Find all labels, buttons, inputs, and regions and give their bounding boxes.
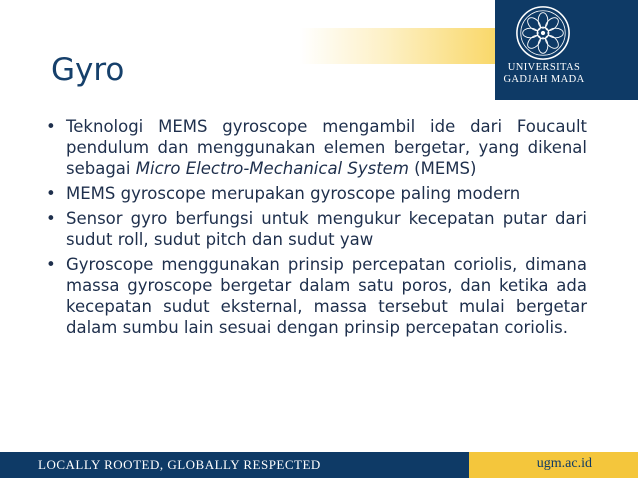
bullet-item <box>46 183 587 204</box>
bullet-text: Teknologi MEMS gyroscope mengambil ide dari Foucault pendulum dan menggunakan elemen bergetar, yang dikenal sebagai <box>66 117 587 178</box>
footer-tagline: LOCALLY ROOTED, GLOBALLY RESPECTED <box>38 457 321 472</box>
footer-left-panel <box>0 452 469 478</box>
footer-right-panel <box>469 452 638 478</box>
bullet-list <box>46 116 587 342</box>
bullet-dot: • <box>46 184 56 203</box>
bullet-text: Sensor gyro berfungsi untuk mengukur kecepatan putar dari sudut roll, sudut pitch dan sudut yaw <box>66 209 587 249</box>
bullet-dot: • <box>46 209 56 228</box>
footer-site-link[interactable]: ugm.ac.id <box>536 456 592 471</box>
bullet-dot: • <box>46 255 56 274</box>
bullet-item <box>46 116 587 179</box>
bullet-text: MEMS gyroscope merupakan gyroscope paling modern <box>66 184 521 203</box>
university-name-line1: UNIVERSITAS <box>507 62 581 73</box>
footer-bar <box>0 452 638 478</box>
bullet-text: Gyroscope menggunakan prinsip percepatan coriolis, dimana massa gyroscope bergetar dalam satu poros, dan ketika ada kecepatan sudut eksternal, massa tersebut mulai bergetar dalam sumbu lain sesuai dengan prinsip percepatan coriolis. <box>66 255 587 337</box>
university-seal-icon <box>514 4 572 62</box>
bullet-text: (MEMS) <box>408 159 477 178</box>
bullet-dot: • <box>46 117 56 136</box>
bullet-text-emphasis: Micro Electro-Mechanical System <box>135 159 409 178</box>
university-name-line2: GADJAH MADA <box>503 74 585 85</box>
bullet-item <box>46 208 587 250</box>
header-gold-band <box>300 28 495 64</box>
slide-title: Gyro <box>51 52 125 88</box>
bullet-item <box>46 254 587 338</box>
